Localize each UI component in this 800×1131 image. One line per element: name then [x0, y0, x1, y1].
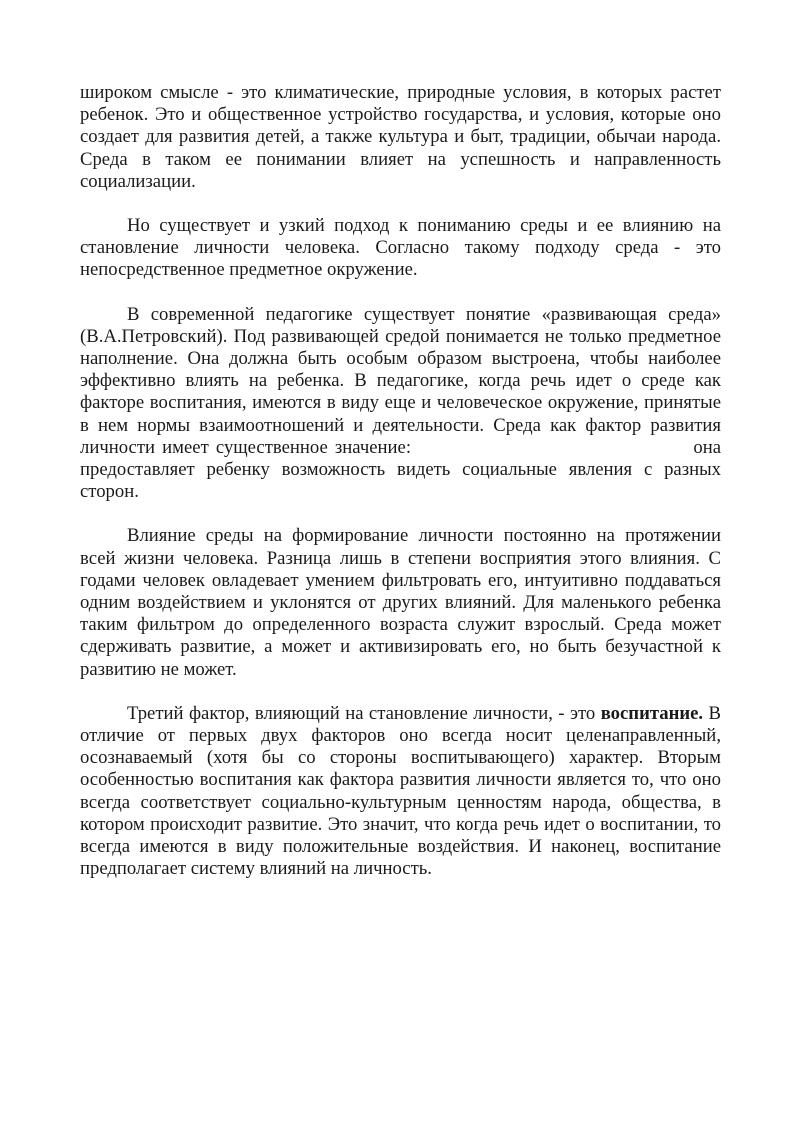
paragraph-text: широком смысле - это климатические, природные условия, в которых растет ребенок. Это и общественное устройство государства, и условия, которые оно создает для развития детей, а также культура и быт, традиции, обычаи народа. Среда в таком ее понимании влияет на успешность и направленность социализации.: [80, 82, 721, 192]
paragraph-text-part-2: она предоставляет ребенку возможность видеть социальные явления с разных сторон.: [80, 436, 721, 503]
paragraph-text: Влияние среды на формирование личности постоянно на протяжении всей жизни человека. Разница лишь в степени восприятия этого влияния. С годами человек овладевает умением фильтровать его, интуитивно поддаваться одним воздействием и уклонятся от других влияний. Для маленького ребенка таким фильтром до определенного возраста служит взрослый. Среда может сдерживать развитие, а может и активизировать его, но быть безучастной к развитию не может.: [80, 525, 721, 680]
document-body: [80, 82, 721, 903]
paragraph-text-after: В отличие от первых двух факторов оно всегда носит целенаправленный, осознаваемый (хотя бы со стороны воспитывающего) характер. Вторым особенностью воспитания как фактора развития личности является то, что оно всегда соответствует социально-культурным ценностям народа, общества, в котором происходит развитие. Это значит, что когда речь идет о воспитании, то всегда имеются в виду положительные воздействия. И наконец, воспитание предполагает систему влияний на личность.: [80, 702, 721, 880]
paragraph-environment-narrow: [80, 215, 721, 282]
paragraph-environment-influence: [80, 525, 721, 680]
paragraph-text-before: Третий фактор, влияющий на становление личности, - это: [127, 702, 601, 724]
paragraph-text-part-1: В современной педагогике существует понятие «развивающая среда» (В.А.Петровский). Под развивающей средой понимается не только предметное наполнение. Она должна быть особым образом выстроена, чтобы наиболее эффективно влиять на ребенка. В педагогике, когда речь идет о среде как факторе воспитания, имеются в виду еще и человеческое окружение, принятые в нем нормы взаимоотношений и деятельности. Среда как фактор развития личности имеет существенное значение:: [80, 303, 721, 458]
paragraph-text: Но существует и узкий подход к пониманию среды и ее влиянию на становление личности человека. Согласно такому подходу среда - это непосредственное предметное окружение.: [80, 215, 721, 281]
paragraph-environment-broad: [80, 82, 721, 193]
paragraph-upbringing: [80, 703, 721, 881]
paragraph-developing-environment: [80, 304, 721, 504]
bold-term: воспитание.: [600, 702, 704, 724]
